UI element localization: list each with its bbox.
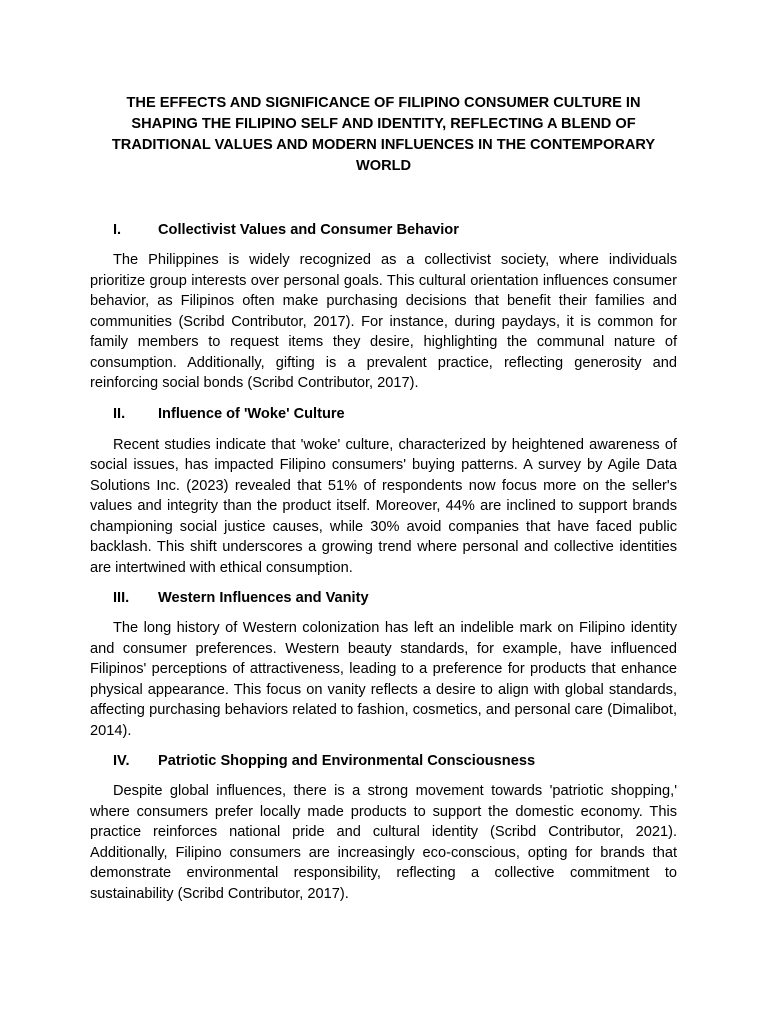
section-heading-2 (90, 404, 677, 425)
section-title: Influence of 'Woke' Culture (158, 405, 345, 422)
section-heading-1 (90, 220, 677, 241)
section-heading-4 (90, 751, 677, 772)
section-title: Collectivist Values and Consumer Behavior (158, 222, 459, 238)
section-number: I. (113, 222, 122, 238)
document-title: THE EFFECTS AND SIGNIFICANCE OF FILIPINO CONSUMER CULTURE IN SHAPING THE FILIPINO SELF AND IDENTITY, REFLECTING A BLEND OF TRADITIONAL VALUES AND MODERN INFLUENCES IN THE CONTEMPORARY WORLD (111, 95, 656, 174)
document-page (90, 93, 677, 904)
section-number: IV. (113, 753, 130, 769)
section-paragraph-1: The Philippines is widely recognized as a collectivist society, where individuals prioritize group interests over personal goals. This cultural orientation influences consumer behavior, as Filipinos often make purchasing decisions that benefit their families and communities (Scribd Contributor, 2017). For instance, during paydays, it is common for family members to request items they desire, highlighting the communal nature of consumption. Additionally, gifting is a prevalent practice, reflecting generosity and reinforcing social bonds (Scribd Contributor, 2017). (90, 252, 677, 391)
section-title: Patriotic Shopping and Environmental Consciousness (158, 753, 536, 769)
section-number: III. (113, 590, 130, 606)
section-number: II. (113, 405, 126, 422)
section-paragraph-2: Recent studies indicate that 'woke' culture, characterized by heightened awareness of social issues, has impacted Filipino consumers' buying patterns. A survey by Agile Data Solutions Inc. (2023) revealed that 51% of respondents now focus more on the seller's values and integrity than the product itself. Moreover, 44% are inclined to support brands championing social justice causes, while 30% avoid companies that have faced public backlash. This shift underscores a growing trend where personal and collective identities are intertwined with ethical consumption. (90, 436, 677, 576)
section-title: Western Influences and Vanity (158, 590, 369, 606)
section-heading-3 (90, 588, 677, 609)
section-paragraph-3: The long history of Western colonization has left an indelible mark on Filipino identity and consumer preferences. Western beauty standards, for example, have influenced Filipinos' perceptions of attractiveness, leading to a preference for products that enhance physical appearance. This focus on vanity reflects a desire to align with global standards, affecting purchasing behaviors related to fashion, cosmetics, and personal care (Dimalibot, 2014). (90, 620, 677, 739)
section-paragraph-4: Despite global influences, there is a strong movement towards 'patriotic shopping,' where consumers prefer locally made products to support the domestic economy. This practice reinforces national pride and cultural identity (Scribd Contributor, 2021). Additionally, Filipino consumers are increasingly eco-conscious, opting for brands that demonstrate environmental responsibility, reflecting a collective commitment to sustainability (Scribd Contributor, 2017). (90, 783, 677, 902)
